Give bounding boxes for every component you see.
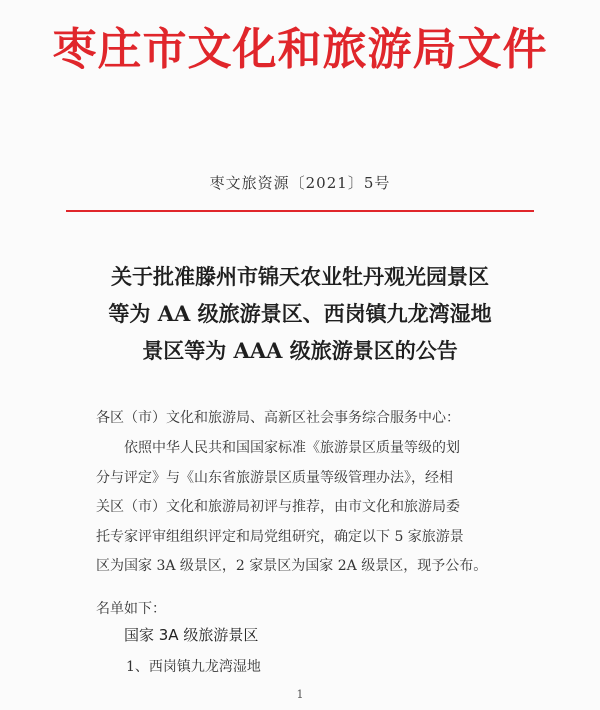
body-line: 依照中华人民共和国国家标准《旅游景区质量等级的划 [124,440,460,456]
list-item: 1、西岗镇九龙湾湿地 [126,659,261,675]
notice-title-line: 等为 AA 级旅游景区、西岗镇九龙湾湿地 [108,301,492,326]
addressee-line: 各区（市）文化和旅游局、高新区社会事务综合服务中心： [96,410,460,426]
red-divider-line [66,210,534,212]
notice-title [60,258,540,369]
body-line: 区为国家 3A 级景区，2 家景区为国家 2A 级景区，现予公布。 [96,558,488,574]
section-heading-3a: 国家 3A 级旅游景区 [124,626,259,644]
notice-title-line: 景区等为 AAA 级旅游景区的公告 [142,338,458,363]
list-intro: 名单如下： [96,601,166,617]
body-line: 分与评定》与《山东省旅游景区质量等级管理办法》，经相 [96,469,453,486]
body-paragraph [96,434,536,582]
body-line: 托专家评审组组织评定和局党组研究，确定以下 5 家旅游景 [96,528,464,545]
body-line: 关区（市）文化和旅游局初评与推荐，由市文化和旅游局委 [96,499,460,515]
issuing-authority-title: 枣庄市文化和旅游局文件 [52,24,548,75]
notice-title-line: 关于批准滕州市锦天农业牡丹观光园景区 [111,264,489,289]
page-number: 1 [296,688,304,701]
document-number: 枣文旅资源〔2021〕5号 [209,174,391,192]
